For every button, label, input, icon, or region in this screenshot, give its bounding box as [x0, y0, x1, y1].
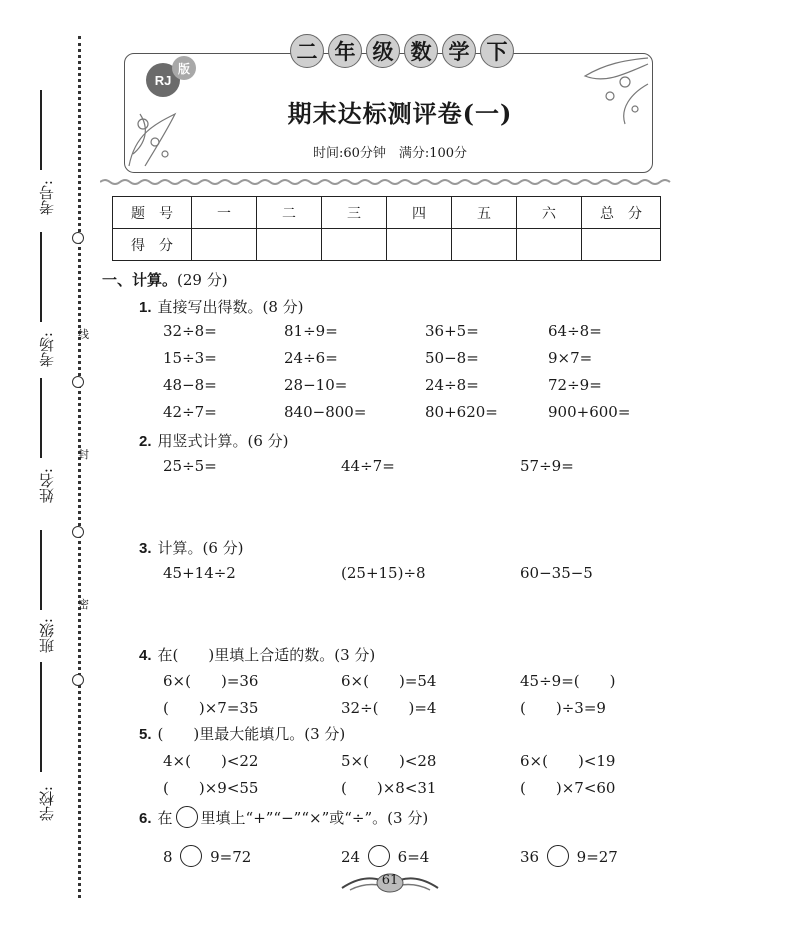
page-title: 期末达标测评卷(一) [287, 99, 513, 128]
question-5 [139, 723, 345, 744]
calc-item: (25+15)÷8 [341, 564, 426, 582]
question-text-b: )里填上合适的数。(3 分) [208, 646, 376, 664]
section-points: (29 分) [177, 271, 228, 289]
binding-hole [72, 232, 84, 244]
exam-room-label: 考场: [38, 332, 56, 368]
question-number: 6. [139, 810, 152, 827]
oral-item: 42÷7= [163, 403, 217, 421]
fill-item: ( )×7=35 [163, 699, 259, 717]
question-text: 用竖式计算。(6 分) [157, 432, 289, 450]
operator-left: 36 [520, 848, 540, 866]
table-header-cell: 总 分 [582, 197, 661, 229]
binding-hole [72, 376, 84, 388]
edition-badge-suffix: 版 [172, 56, 196, 80]
oral-item: 64÷8= [548, 322, 602, 340]
question-number: 5. [139, 726, 152, 743]
oral-item: 900+600= [548, 403, 631, 421]
question-text-a: 在( [157, 646, 179, 664]
table-header-cell: 三 [322, 197, 387, 229]
oral-item: 32÷8= [163, 322, 217, 340]
fill-item: 45÷9=( ) [520, 672, 616, 690]
banner-char: 下 [480, 34, 514, 68]
max-fill-item: ( )×8<31 [341, 779, 437, 797]
oral-item: 24÷8= [425, 376, 479, 394]
calc-item: 45+14÷2 [163, 564, 236, 582]
operator-circle-input[interactable] [547, 845, 569, 867]
question-1 [139, 296, 304, 317]
score-input-cell[interactable] [452, 229, 517, 261]
fill-item: 6×( )=54 [341, 672, 437, 690]
class-label: 班级: [38, 618, 56, 654]
score-input-cell[interactable] [192, 229, 257, 261]
question-text-b: 里填上“+”“−”“×”或“÷”。(3 分) [200, 809, 429, 827]
max-fill-item: 6×( )<19 [520, 752, 616, 770]
max-fill-item: 4×( )<22 [163, 752, 259, 770]
table-header-cell: 一 [192, 197, 257, 229]
question-text: 直接写出得数。(8 分) [157, 298, 304, 316]
question-number: 3. [139, 540, 152, 557]
max-fill-item: ( )×9<55 [163, 779, 259, 797]
binding-char-mi: 密 [78, 598, 89, 611]
operator-item [341, 845, 429, 867]
fill-item: 6×( )=36 [163, 672, 259, 690]
vertical-calc-item: 25÷5= [163, 457, 217, 475]
operator-left: 24 [341, 848, 361, 866]
score-input-cell[interactable] [582, 229, 661, 261]
fill-item: ( )÷3=9 [520, 699, 606, 717]
oral-item: 72÷9= [548, 376, 602, 394]
school-line [40, 662, 42, 772]
binding-char-xian: 线 [78, 328, 89, 341]
section-title: 一、计算。 [102, 271, 178, 289]
circle-blank-icon [176, 806, 198, 828]
score-input-cell[interactable] [517, 229, 582, 261]
exam-room-line [40, 232, 42, 322]
question-number: 2. [139, 433, 152, 450]
banner-char: 二 [290, 34, 324, 68]
fill-item: 32÷( )=4 [341, 699, 437, 717]
oral-item: 81÷9= [284, 322, 338, 340]
operator-circle-input[interactable] [180, 845, 202, 867]
oral-item: 28−10= [284, 376, 348, 394]
operator-right: 9=27 [576, 848, 618, 866]
oral-item: 48−8= [163, 376, 217, 394]
wave-divider [100, 178, 675, 186]
question-text: 计算。(6 分) [157, 539, 244, 557]
operator-item [163, 845, 251, 867]
score-input-cell[interactable] [322, 229, 387, 261]
operator-right: 9=72 [210, 848, 252, 866]
question-6 [139, 806, 428, 828]
operator-circle-input[interactable] [368, 845, 390, 867]
table-header-cell: 六 [517, 197, 582, 229]
question-number: 4. [139, 647, 152, 664]
section-heading [102, 269, 228, 290]
school-label: 学校: [38, 786, 56, 822]
question-number: 1. [139, 299, 152, 316]
banner-char: 数 [404, 34, 438, 68]
vertical-calc-item: 57÷9= [520, 457, 574, 475]
class-line [40, 530, 42, 610]
oral-item: 840−800= [284, 403, 367, 421]
question-3 [139, 537, 244, 558]
banner-char: 年 [328, 34, 362, 68]
grade-banner [290, 34, 514, 68]
banner-char: 级 [366, 34, 400, 68]
edition-badge: RJ [146, 63, 180, 97]
banner-char: 学 [442, 34, 476, 68]
max-fill-item: 5×( )<28 [341, 752, 437, 770]
question-text-a: 在 [157, 809, 173, 827]
binding-hole [72, 526, 84, 538]
question-text-a: ( [157, 725, 164, 743]
operator-right: 6=4 [397, 848, 430, 866]
score-table [112, 196, 661, 261]
question-4 [139, 644, 375, 665]
score-input-cell[interactable] [387, 229, 452, 261]
oral-item: 9×7= [548, 349, 593, 367]
binding-hole [72, 674, 84, 686]
exam-info: 时间:60分钟 满分:100分 [312, 146, 468, 161]
operator-item [520, 845, 618, 867]
oral-item: 15÷3= [163, 349, 217, 367]
table-header-cell: 二 [257, 197, 322, 229]
binding-char-feng: 封 [78, 448, 89, 461]
oral-item: 50−8= [425, 349, 479, 367]
name-line [40, 378, 42, 458]
vertical-calc-item: 44÷7= [341, 457, 395, 475]
oral-item: 80+620= [425, 403, 498, 421]
calc-item: 60−35−5 [520, 564, 593, 582]
page-number: 61 [381, 873, 399, 888]
table-header-cell: 四 [387, 197, 452, 229]
table-header-cell: 题 号 [113, 197, 192, 229]
cut-dotted-line [78, 36, 81, 898]
oral-item: 24÷6= [284, 349, 338, 367]
exam-number-label: 考号: [38, 180, 56, 216]
score-input-cell[interactable] [257, 229, 322, 261]
max-fill-item: ( )×7<60 [520, 779, 616, 797]
table-header-cell: 五 [452, 197, 517, 229]
operator-left: 8 [163, 848, 173, 866]
question-text-b: )里最大能填几。(3 分) [193, 725, 346, 743]
question-2 [139, 430, 289, 451]
oral-item: 36+5= [425, 322, 479, 340]
table-row-label: 得 分 [113, 229, 192, 261]
name-label: 姓名: [38, 468, 56, 504]
